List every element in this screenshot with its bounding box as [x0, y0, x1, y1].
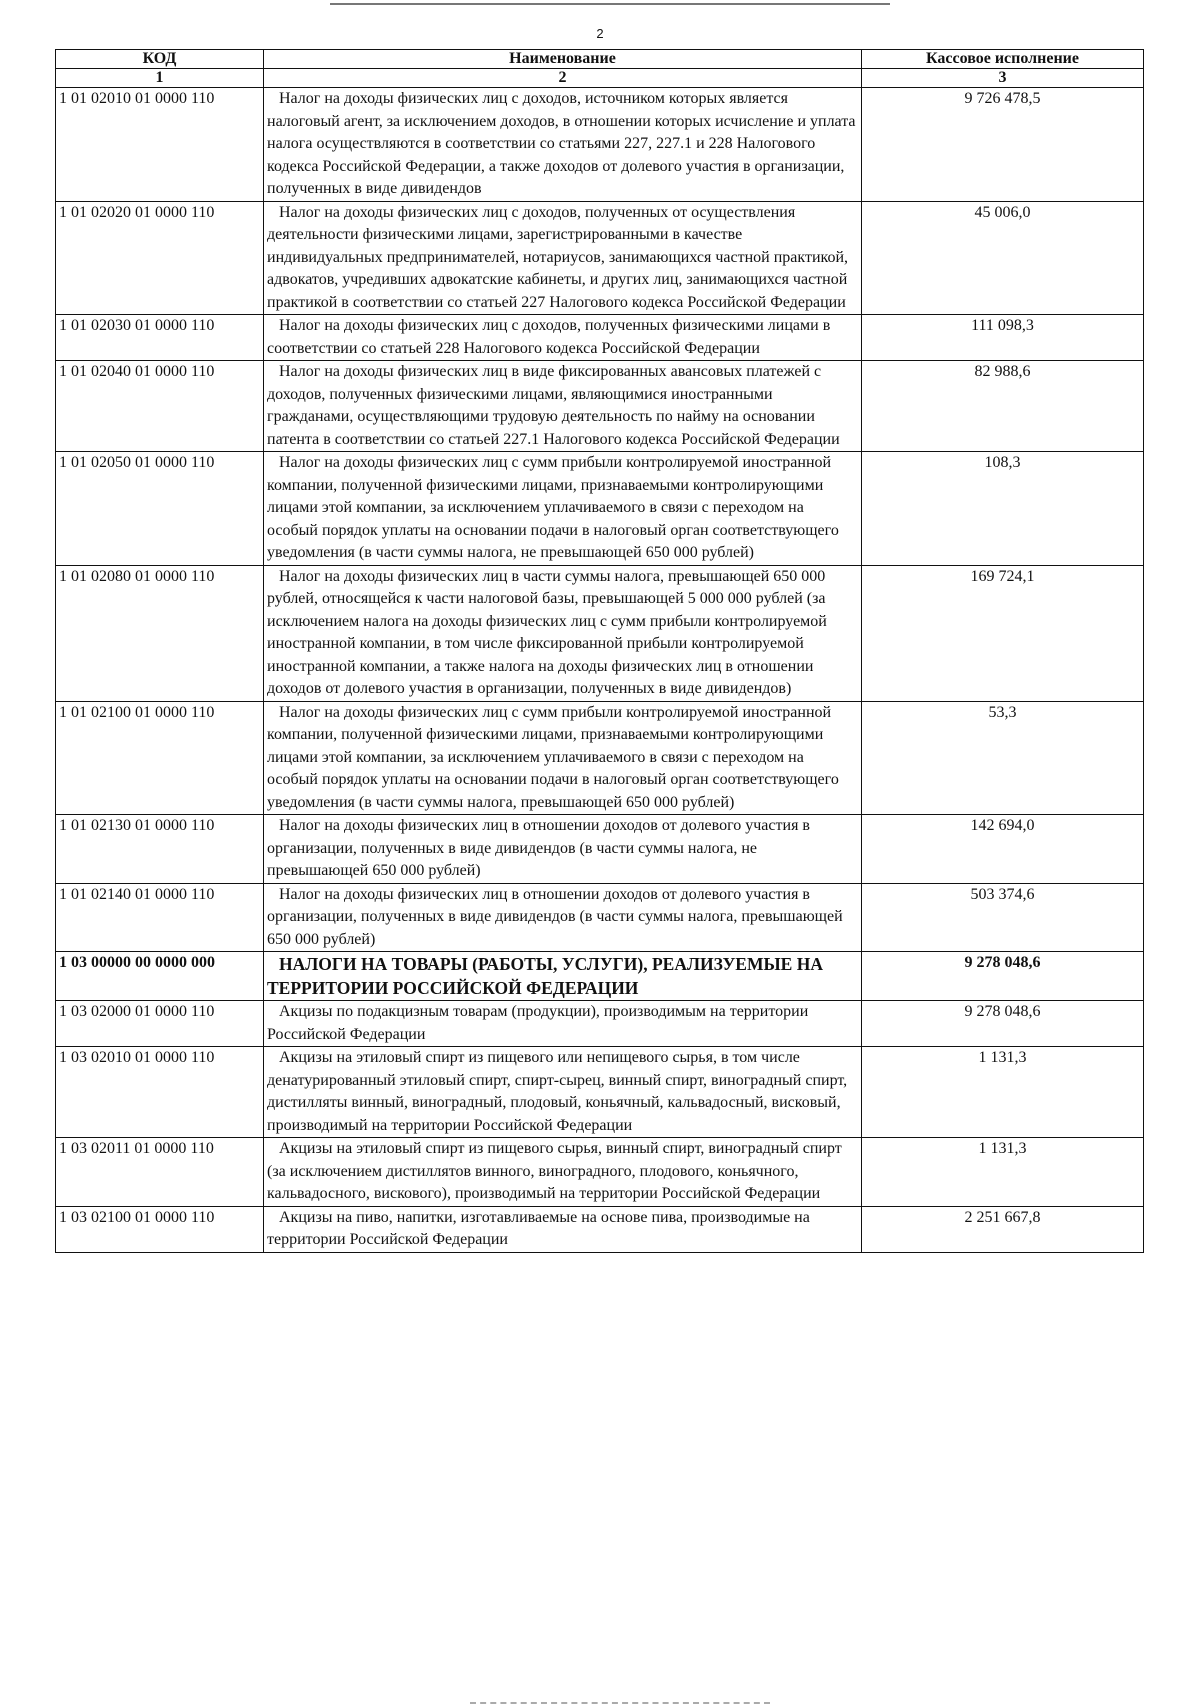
row-name-text: Налог на доходы физических лиц с доходов, полученных от осуществления деятельности физическими лицами, зарегистрированными в качестве индивидуальных предпринимателей, нотариусов, занимающихся частной практикой, адвокатов, учредивших адвокатские кабинеты, и других лиц, занимающихся частной практикой в соответствии со статьей 227 Налогового кодекса Российской Федерации [267, 203, 849, 311]
row-code: 1 03 00000 00 0000 000 [56, 952, 264, 1001]
row-name-text: Акцизы по подакцизным товарам (продукции), производимым на территории Российской Федерации [267, 1003, 809, 1043]
row-amount: 169 724,1 [862, 565, 1144, 701]
table-row [56, 88, 1144, 202]
row-name-text: Акцизы на этиловый спирт из пищевого или непищевого сырья, в том числе денатурированный этиловый спирт, спирт-сырец, винный спирт, виноградный спирт, дистилляты винный, виноградный, плодовый, коньячный, кальвадосный, висковый, производимый на территории Российской Федерации [267, 1049, 848, 1134]
row-name [264, 1001, 862, 1047]
row-name-text: Налог на доходы физических лиц в отношении доходов от долевого участия в организации, полученных в виде дивидендов (в части суммы налога, превышающей 650 000 рублей) [267, 885, 843, 948]
table-row [56, 1206, 1144, 1252]
column-number-2: 2 [264, 69, 862, 88]
row-name [264, 952, 862, 1001]
header-name: Наименование [264, 50, 862, 69]
table-row [56, 565, 1144, 701]
row-code: 1 01 02040 01 0000 110 [56, 361, 264, 452]
row-name [264, 565, 862, 701]
row-code: 1 01 02140 01 0000 110 [56, 883, 264, 952]
row-name-text: Налог на доходы физических лиц в отношении доходов от долевого участия в организации, полученных в виде дивидендов (в части суммы налога, не превышающей 650 000 рублей) [267, 817, 810, 879]
row-code: 1 01 02010 01 0000 110 [56, 88, 264, 202]
revenue-table [55, 49, 1144, 1253]
row-amount: 111 098,3 [862, 315, 1144, 361]
row-name-text: Налог на доходы физических лиц в виде фиксированных авансовых платежей с доходов, полученных физическими лицами, являющимися иностранными гражданами, осуществляющими трудовую деятельность по найму на основании патента в соответствии со статьей 227.1 Налогового кодекса Российской Федерации [267, 363, 840, 448]
row-name-text: Налог на доходы физических лиц с сумм прибыли контролируемой иностранной компании, полученной физическими лицами, признаваемыми контролирующими лицами этой компании, за исключением уплачиваемого в связи с переходом на особый порядок уплаты на основании подачи в налоговый орган соответствующего уведомления (в части суммы налога, не превышающей 650 000 рублей) [267, 454, 839, 561]
row-name [264, 315, 862, 361]
row-amount: 142 694,0 [862, 815, 1144, 884]
row-code: 1 01 02050 01 0000 110 [56, 452, 264, 566]
row-name [264, 361, 862, 452]
row-name [264, 452, 862, 566]
header-code: КОД [56, 50, 264, 69]
row-amount: 108,3 [862, 452, 1144, 566]
row-name [264, 815, 862, 884]
table-row-section-total [56, 952, 1144, 1001]
row-name-text: Налог на доходы физических лиц с сумм прибыли контролируемой иностранной компании, полученной физическими лицами, признаваемыми контролирующими лицами этой компании, за исключением уплачиваемого в связи с переходом на особый порядок уплаты на основании подачи в налоговый орган соответствующего уведомления (в части суммы налога, превышающей 650 000 рублей) [267, 703, 839, 811]
row-amount: 53,3 [862, 701, 1144, 815]
row-name [264, 1138, 862, 1207]
row-name-text: Акцизы на пиво, напитки, изготавливаемые на основе пива, производимые на территории Российской Федерации [267, 1208, 810, 1248]
row-name-text: Акцизы на этиловый спирт из пищевого сырья, винный спирт, виноградный спирт (за исключением дистиллятов винного, виноградного, плодового, коньячного, кальвадосного, вискового), производимый на территории Российской Федерации [267, 1140, 842, 1202]
row-name [264, 701, 862, 815]
row-name-text: Налог на доходы физических лиц с доходов, источником которых является налоговый агент, за исключением доходов, в отношении которых исчисление и уплата налога осуществляются в соответствии со статьями 227, 227.1 и 228 Налогового кодекса Российской Федерации, а также доходов от долевого участия в организации, полученных в виде дивидендов [267, 90, 856, 197]
table-row [56, 883, 1144, 952]
row-amount: 82 988,6 [862, 361, 1144, 452]
row-code: 1 01 02020 01 0000 110 [56, 201, 264, 315]
page-number: 2 [596, 26, 604, 41]
row-name-text: Налог на доходы физических лиц в части суммы налога, превышающей 650 000 рублей, относящейся к части налоговой базы, превышающей 5 000 000 рублей (за исключением налога на доходы физических лиц с сумм прибыли контролируемой иностранной компании, в том числе фиксированной прибыли контролируемой иностранной компании, а также налога на доходы физических лиц в отношении доходов от долевого участия в организации, полученных в виде дивидендов) [267, 567, 827, 697]
row-code: 1 01 02080 01 0000 110 [56, 565, 264, 701]
row-code: 1 03 02000 01 0000 110 [56, 1001, 264, 1047]
row-amount: 1 131,3 [862, 1138, 1144, 1207]
table-row [56, 315, 1144, 361]
row-amount: 9 726 478,5 [862, 88, 1144, 202]
row-amount: 9 278 048,6 [862, 952, 1144, 1001]
row-name [264, 1047, 862, 1138]
row-name [264, 883, 862, 952]
row-code: 1 03 02010 01 0000 110 [56, 1047, 264, 1138]
row-code: 1 01 02100 01 0000 110 [56, 701, 264, 815]
table-row [56, 452, 1144, 566]
table-row [56, 701, 1144, 815]
table-row [56, 1047, 1144, 1138]
row-code: 1 01 02130 01 0000 110 [56, 815, 264, 884]
table-row [56, 1138, 1144, 1207]
row-code: 1 03 02100 01 0000 110 [56, 1206, 264, 1252]
row-code: 1 03 02011 01 0000 110 [56, 1138, 264, 1207]
table-row [56, 1001, 1144, 1047]
row-amount: 45 006,0 [862, 201, 1144, 315]
row-amount: 9 278 048,6 [862, 1001, 1144, 1047]
column-number-row [56, 69, 1144, 88]
row-name-text: Налог на доходы физических лиц с доходов, полученных физическими лицами в соответствии со статьей 228 Налогового кодекса Российской Федерации [267, 317, 831, 357]
table-row [56, 201, 1144, 315]
row-name-text: НАЛОГИ НА ТОВАРЫ (РАБОТЫ, УСЛУГИ), РЕАЛИЗУЕМЫЕ НА ТЕРРИТОРИИ РОССИЙСКОЙ ФЕДЕРАЦИИ [267, 954, 823, 998]
column-number-1: 1 [56, 69, 264, 88]
table-row [56, 361, 1144, 452]
row-amount: 503 374,6 [862, 883, 1144, 952]
table-header-row [56, 50, 1144, 69]
header-amount: Кассовое исполнение [862, 50, 1144, 69]
top-rule [330, 3, 890, 5]
table-row [56, 815, 1144, 884]
row-code: 1 01 02030 01 0000 110 [56, 315, 264, 361]
row-amount: 2 251 667,8 [862, 1206, 1144, 1252]
row-amount: 1 131,3 [862, 1047, 1144, 1138]
column-number-3: 3 [862, 69, 1144, 88]
row-name [264, 1206, 862, 1252]
row-name [264, 88, 862, 202]
row-name [264, 201, 862, 315]
bottom-scan-mark [470, 1702, 770, 1704]
